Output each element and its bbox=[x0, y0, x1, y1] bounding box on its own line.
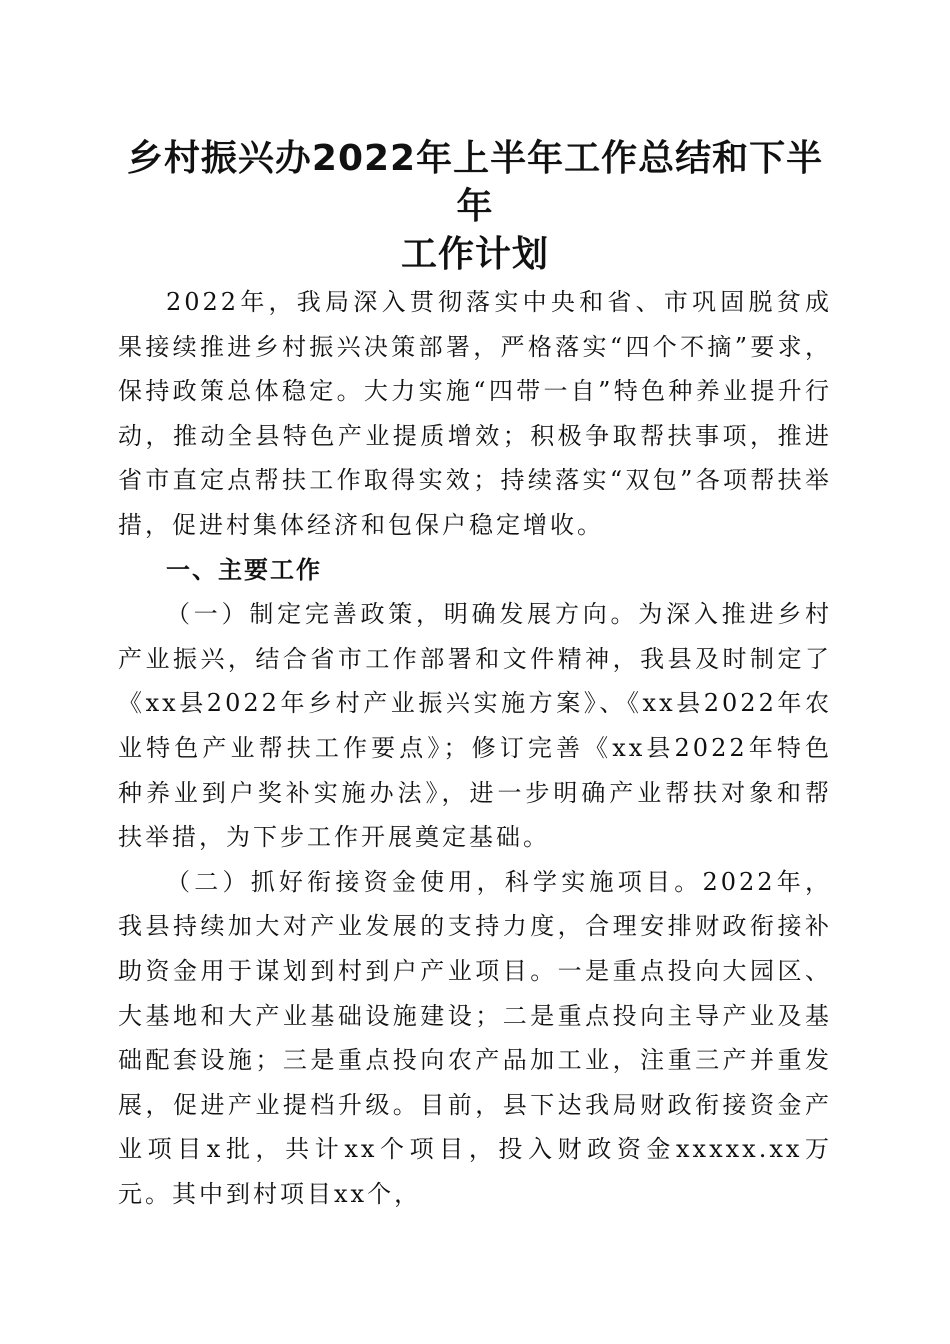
item-1-paragraph bbox=[118, 592, 832, 860]
document-body bbox=[118, 280, 832, 1216]
title-line-2: 工作计划 bbox=[400, 234, 549, 275]
intro-paragraph: 2022年，我局深入贯彻落实中央和省、市巩固脱贫成果接续推进乡村振兴决策部署，严格落实“四个不摘”要求，保持政策总体稳定。大力实施“四带一自”特色种养业提升行动，推动全县特色产业提质增效；积极争取帮扶事项，推进省市直定点帮扶工作取得实效；持续落实“双包”各项帮扶举措，促进村集体经济和包保户稳定增收。 bbox=[118, 288, 832, 539]
item-2-lead: （二）抓好衔接资金使用，科学实施项目。 bbox=[166, 867, 703, 896]
title-line-1: 乡村振兴办2022年上半年工作总结和下半年 bbox=[126, 138, 824, 227]
item-1-text: 为深入推进乡村产业振兴，结合省市工作部署和文件精神，我县及时制定了《xx县2022年乡村产业振兴实施方案》、《xx县2022年农业特色产业帮扶工作要点》；修订完善《xx县2022年特色种养业到户奖补实施办法》，进一步明确产业帮扶对象和帮扶举措，为下步工作开展奠定基础。 bbox=[118, 600, 833, 852]
item-2-paragraph bbox=[118, 860, 832, 1217]
section-heading-main-work: 一、主要工作 bbox=[166, 555, 322, 584]
document-title bbox=[110, 135, 840, 279]
item-2-text: 2022年，我县持续加大对产业发展的支持力度，合理安排财政衔接补助资金用于谋划到村到户产业项目。一是重点投向大园区、大基地和大产业基础设施建设；二是重点投向主导产业及基础配套设施；三是重点投向农产品加工业，注重三产并重发展，促进产业提档升级。目前，县下达我局财政衔接资金产业项目x批，共计xx个项目，投入财政资金xxxxx.xx万元。其中到村项目xx个， bbox=[118, 867, 832, 1208]
item-1-lead: （一）制定完善政策，明确发展方向。 bbox=[166, 600, 639, 629]
